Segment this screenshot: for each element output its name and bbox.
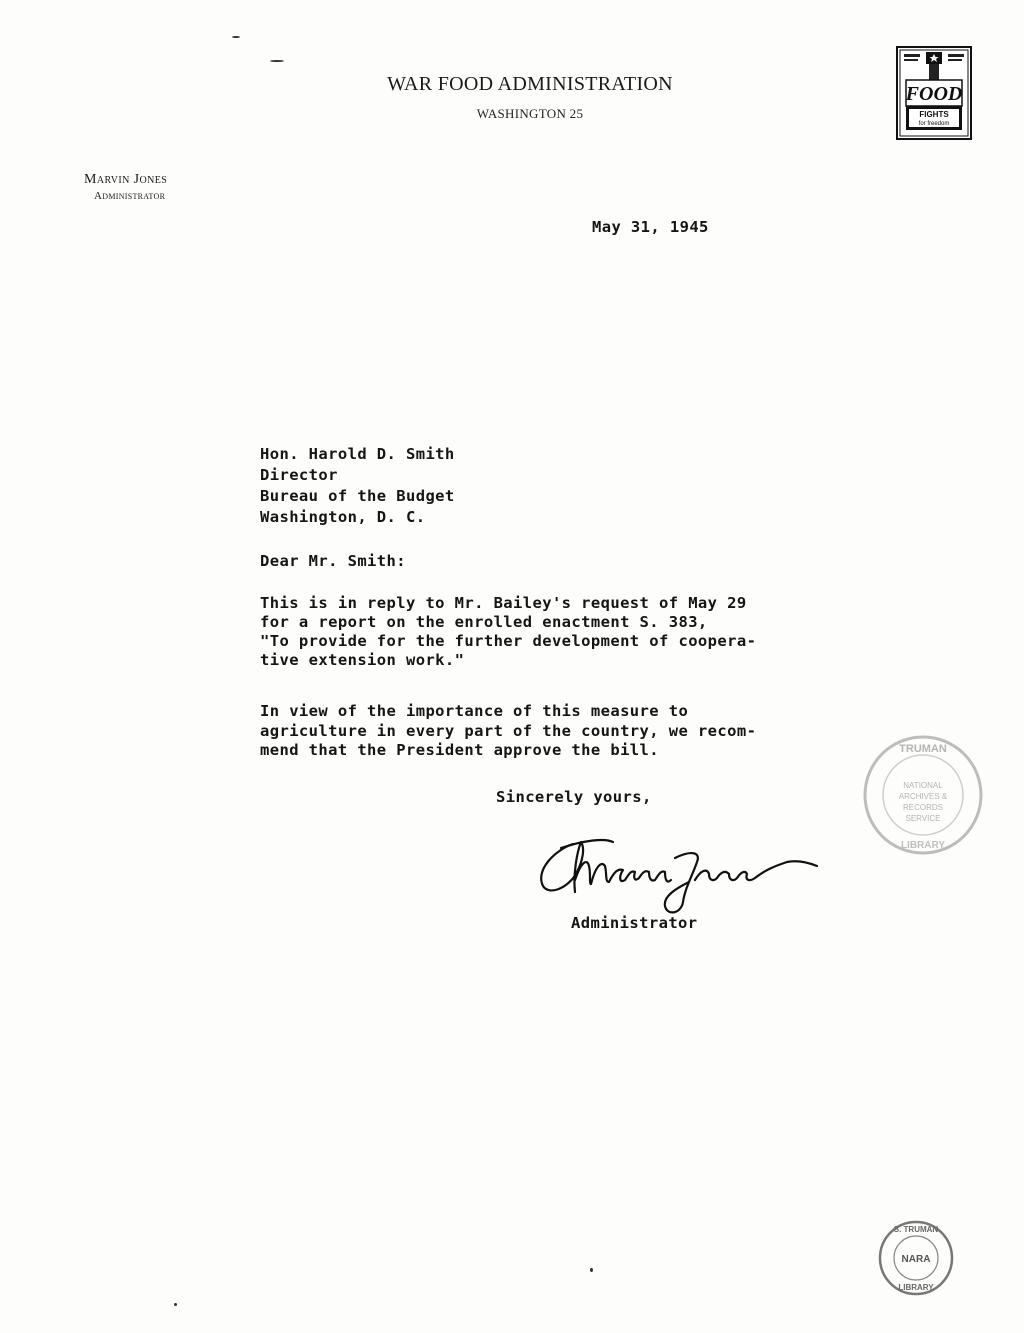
body-paragraph-1: [260, 594, 756, 670]
agency-city: WASHINGTON 25: [476, 106, 584, 121]
svg-text:RECORDS: RECORDS: [902, 803, 944, 812]
administrator-title: Administrator: [94, 190, 166, 202]
svg-text:FIGHTS: FIGHTS: [919, 110, 949, 119]
signer-title: Administrator: [571, 914, 698, 932]
paragraph-line: mend that the President approve the bill.: [260, 741, 660, 759]
truman-library-nara-stamp-icon: [876, 1218, 956, 1298]
svg-text:TRUMAN: TRUMAN: [899, 743, 947, 755]
paragraph-line: tive extension work.": [260, 651, 465, 669]
address-line: Director: [260, 466, 338, 484]
body-paragraph-2: [260, 702, 756, 761]
svg-text:LIBRARY: LIBRARY: [898, 1283, 934, 1292]
address-line: Bureau of the Budget: [260, 487, 455, 505]
letter-date: May 31, 1945: [592, 218, 709, 236]
administrator-name: Marvin Jones: [84, 172, 168, 187]
paper-speck: [590, 1268, 593, 1272]
paper-speck: [270, 60, 284, 62]
svg-text:FOOD: FOOD: [905, 83, 963, 105]
paragraph-line: "To provide for the further development of coopera-: [260, 632, 757, 650]
svg-text:NARA: NARA: [901, 1254, 931, 1265]
food-fights-for-freedom-emblem-icon: [896, 46, 972, 140]
paragraph-line: for a report on the enrolled enactment S. 383,: [260, 613, 708, 631]
svg-text:S. TRUMAN: S. TRUMAN: [893, 1225, 939, 1234]
paper-speck: [174, 1303, 177, 1306]
truman-library-archive-stamp-icon: [858, 730, 988, 860]
handwritten-signature-icon: [525, 822, 845, 922]
svg-text:SERVICE: SERVICE: [905, 814, 941, 823]
recipient-address: [260, 444, 455, 528]
svg-text:for freedom: for freedom: [918, 121, 950, 127]
agency-name: WAR FOOD ADMINISTRATION: [387, 73, 673, 95]
paragraph-line: This is in reply to Mr. Bailey's request of May 29: [260, 594, 747, 612]
svg-text:LIBRARY: LIBRARY: [900, 840, 946, 851]
svg-text:NATIONAL: NATIONAL: [903, 781, 943, 790]
svg-text:ARCHIVES &: ARCHIVES &: [898, 792, 948, 801]
address-line: Washington, D. C.: [260, 508, 426, 526]
paragraph-line: In view of the importance of this measure to: [260, 702, 689, 720]
paragraph-line: agriculture in every part of the country, we recom-: [260, 721, 757, 740]
salutation: Dear Mr. Smith:: [260, 552, 406, 570]
address-line: Hon. Harold D. Smith: [260, 445, 455, 463]
paper-speck: [232, 36, 240, 38]
closing: Sincerely yours,: [496, 788, 652, 806]
